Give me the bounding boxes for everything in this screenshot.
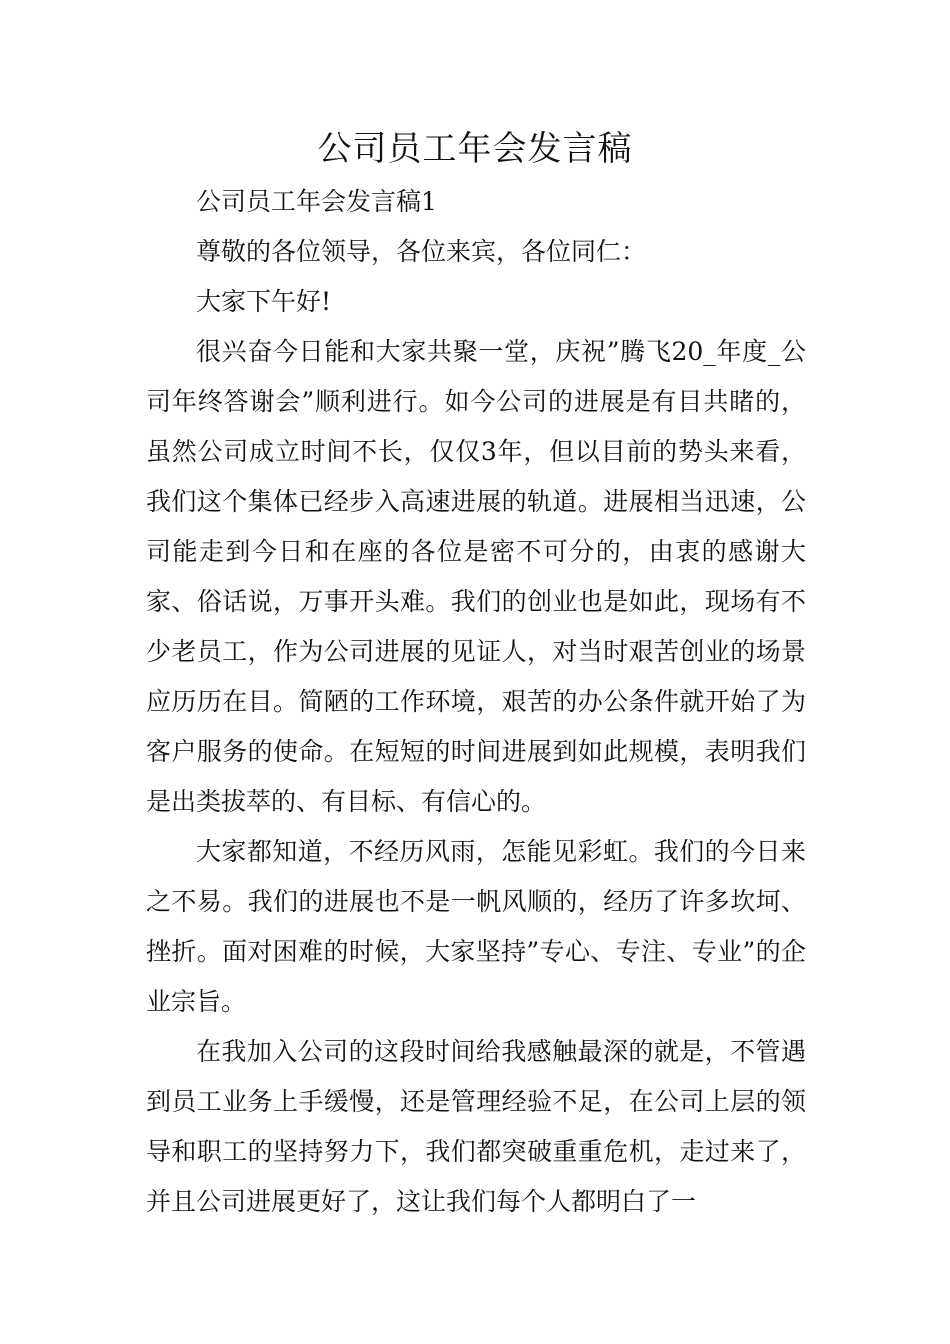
paragraph: 在我加入公司的这段时间给我感触最深的就是，不管遇到员工业务上手缓慢，还是管理经验不足，在公司上层的领导和职工的坚持努力下，我们都突破重重危机，走过来了，并且公司进展更好了，这让我们每个人都明白了一 <box>146 1037 806 1216</box>
paragraph: 很兴奋今日能和大家共聚一堂，庆祝”腾飞20_年度_公司年终答谢会”顺利进行。如今公司的进展是有目共睹的，虽然公司成立时间不长，仅仅3年，但以目前的势头来看，我们这个集体已经步入高速进展的轨道。进展相当迅速，公司能走到今日和在座的各位是密不可分的，由衷的感谢大家、俗话说，万事开头难。我们的创业也是如此，现场有不少老员工，作为公司进展的见证人，对当时艰苦创业的场景应历历在目。简陋的工作环境，艰苦的办公条件就开始了为客户服务的使命。在短短的时间进展到如此规模，表明我们是出类拔萃的、有目标、有信心的。 <box>146 337 806 816</box>
document-body <box>146 177 806 1227</box>
greeting: 大家下午好! <box>196 287 332 316</box>
salutation: 尊敬的各位领导，各位来宾，各位同仁： <box>196 237 647 266</box>
document-title: 公司员工年会发言稿 <box>317 129 633 169</box>
paragraph: 大家都知道，不经历风雨，怎能见彩虹。我们的今日来之不易。我们的进展也不是一帆风顺的，经历了许多坎坷、挫折。面对困难的时候，大家坚持”专心、专注、专业”的企业宗旨。 <box>146 837 806 1016</box>
speech-subtitle: 公司员工年会发言稿1 <box>196 187 437 216</box>
